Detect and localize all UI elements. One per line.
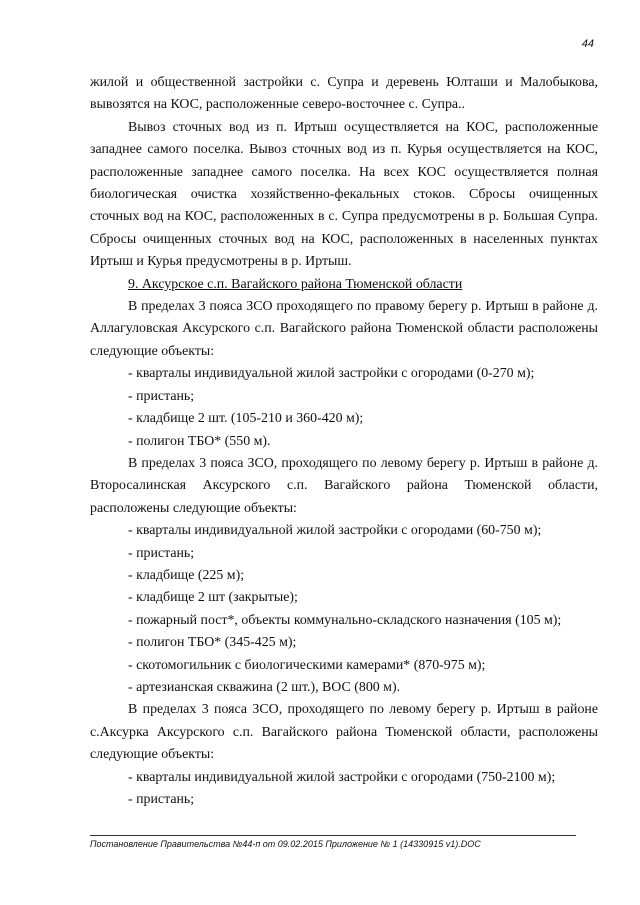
section-heading [90,274,598,296]
section-heading-text: 9. Аксурское с.п. Вагайского района Тюменской области [128,276,463,292]
list-item: - пристань; [128,545,195,561]
list-item: - пожарный пост*, объекты коммунально-складского назначения (105 м); [128,612,562,628]
footer-text: Постановление Правительства №44-п от 09.02.2015 Приложение № 1 (14330915 v1).DOC [90,839,481,849]
paragraph-aksurka: В пределах 3 пояса ЗСО, проходящего по левому берегу р. Иртыш в районе с.Аксурка Аксурского с.п. Вагайского района Тюменской области, расположены следующие объекты: [90,702,598,763]
paragraph-allagulovskaya: В пределах 3 пояса ЗСО проходящего по правому берегу р. Иртыш в районе д. Аллагуловская Аксурского с.п. Вагайского района Тюменской области расположены следующие объекты: [90,299,598,359]
list-item: - пристань; [128,388,195,404]
paragraph-continuation: жилой и общественной застройки с. Супра и деревень Юлташи и Малобыкова, вывозятся на КОС, расположенные северо-восточнее с. Супра.. [90,75,598,113]
list-item: - артезианская скважина (2 шт.), ВОС (800 м). [128,679,401,695]
list-item: - кладбище (225 м); [128,567,245,583]
list-item: - полигон ТБО* (345-425 м); [128,635,297,651]
list-item: - скотомогильник с биологическими камерами* (870-975 м); [128,657,486,673]
list-item: - пристань; [128,792,195,807]
list-item: - кладбище 2 шт. (105-210 и 360-420 м); [128,411,364,427]
footer-divider [90,835,576,836]
paragraph-vtorosalinskaya: В пределах 3 пояса ЗСО, проходящего по левому берегу р. Иртыш в районе д. Второсалинская Аксурского с.п. Вагайского района Тюменской области, расположены следующие объекты: [90,455,598,516]
list-item: - кварталы индивидуальной жилой застройки с огородами (60-750 м); [128,523,542,539]
list-item: - кварталы индивидуальной жилой застройки с огородами (0-270 м); [128,366,535,382]
list-item: - полигон ТБО* (550 м). [128,433,271,449]
list-item: - кварталы индивидуальной жилой застройки с огородами (750-2100 м); [128,769,556,785]
page-number: 44 [581,38,594,50]
document-body [90,72,598,811]
list-item: - кладбище 2 шт (закрытые); [128,590,298,606]
paragraph-wastewater: Вывоз сточных вод из п. Иртыш осуществляется на КОС, расположенные западнее самого поселка. Вывоз сточных вод из п. Курья осуществляется на КОС, расположенные западнее самого поселка. На всех КОС осуществляется полная биологическая очистка хозяйственно-фекальных стоков. Сбросы очищенных сточных вод на КОС, расположенных в с. Супра предусмотрены в р. Большая Супра. Сбросы очищенных сточных вод на КОС, расположенных в населенных пунктах Иртыш и Курья предусмотрены в р. Иртыш. [90,119,598,270]
